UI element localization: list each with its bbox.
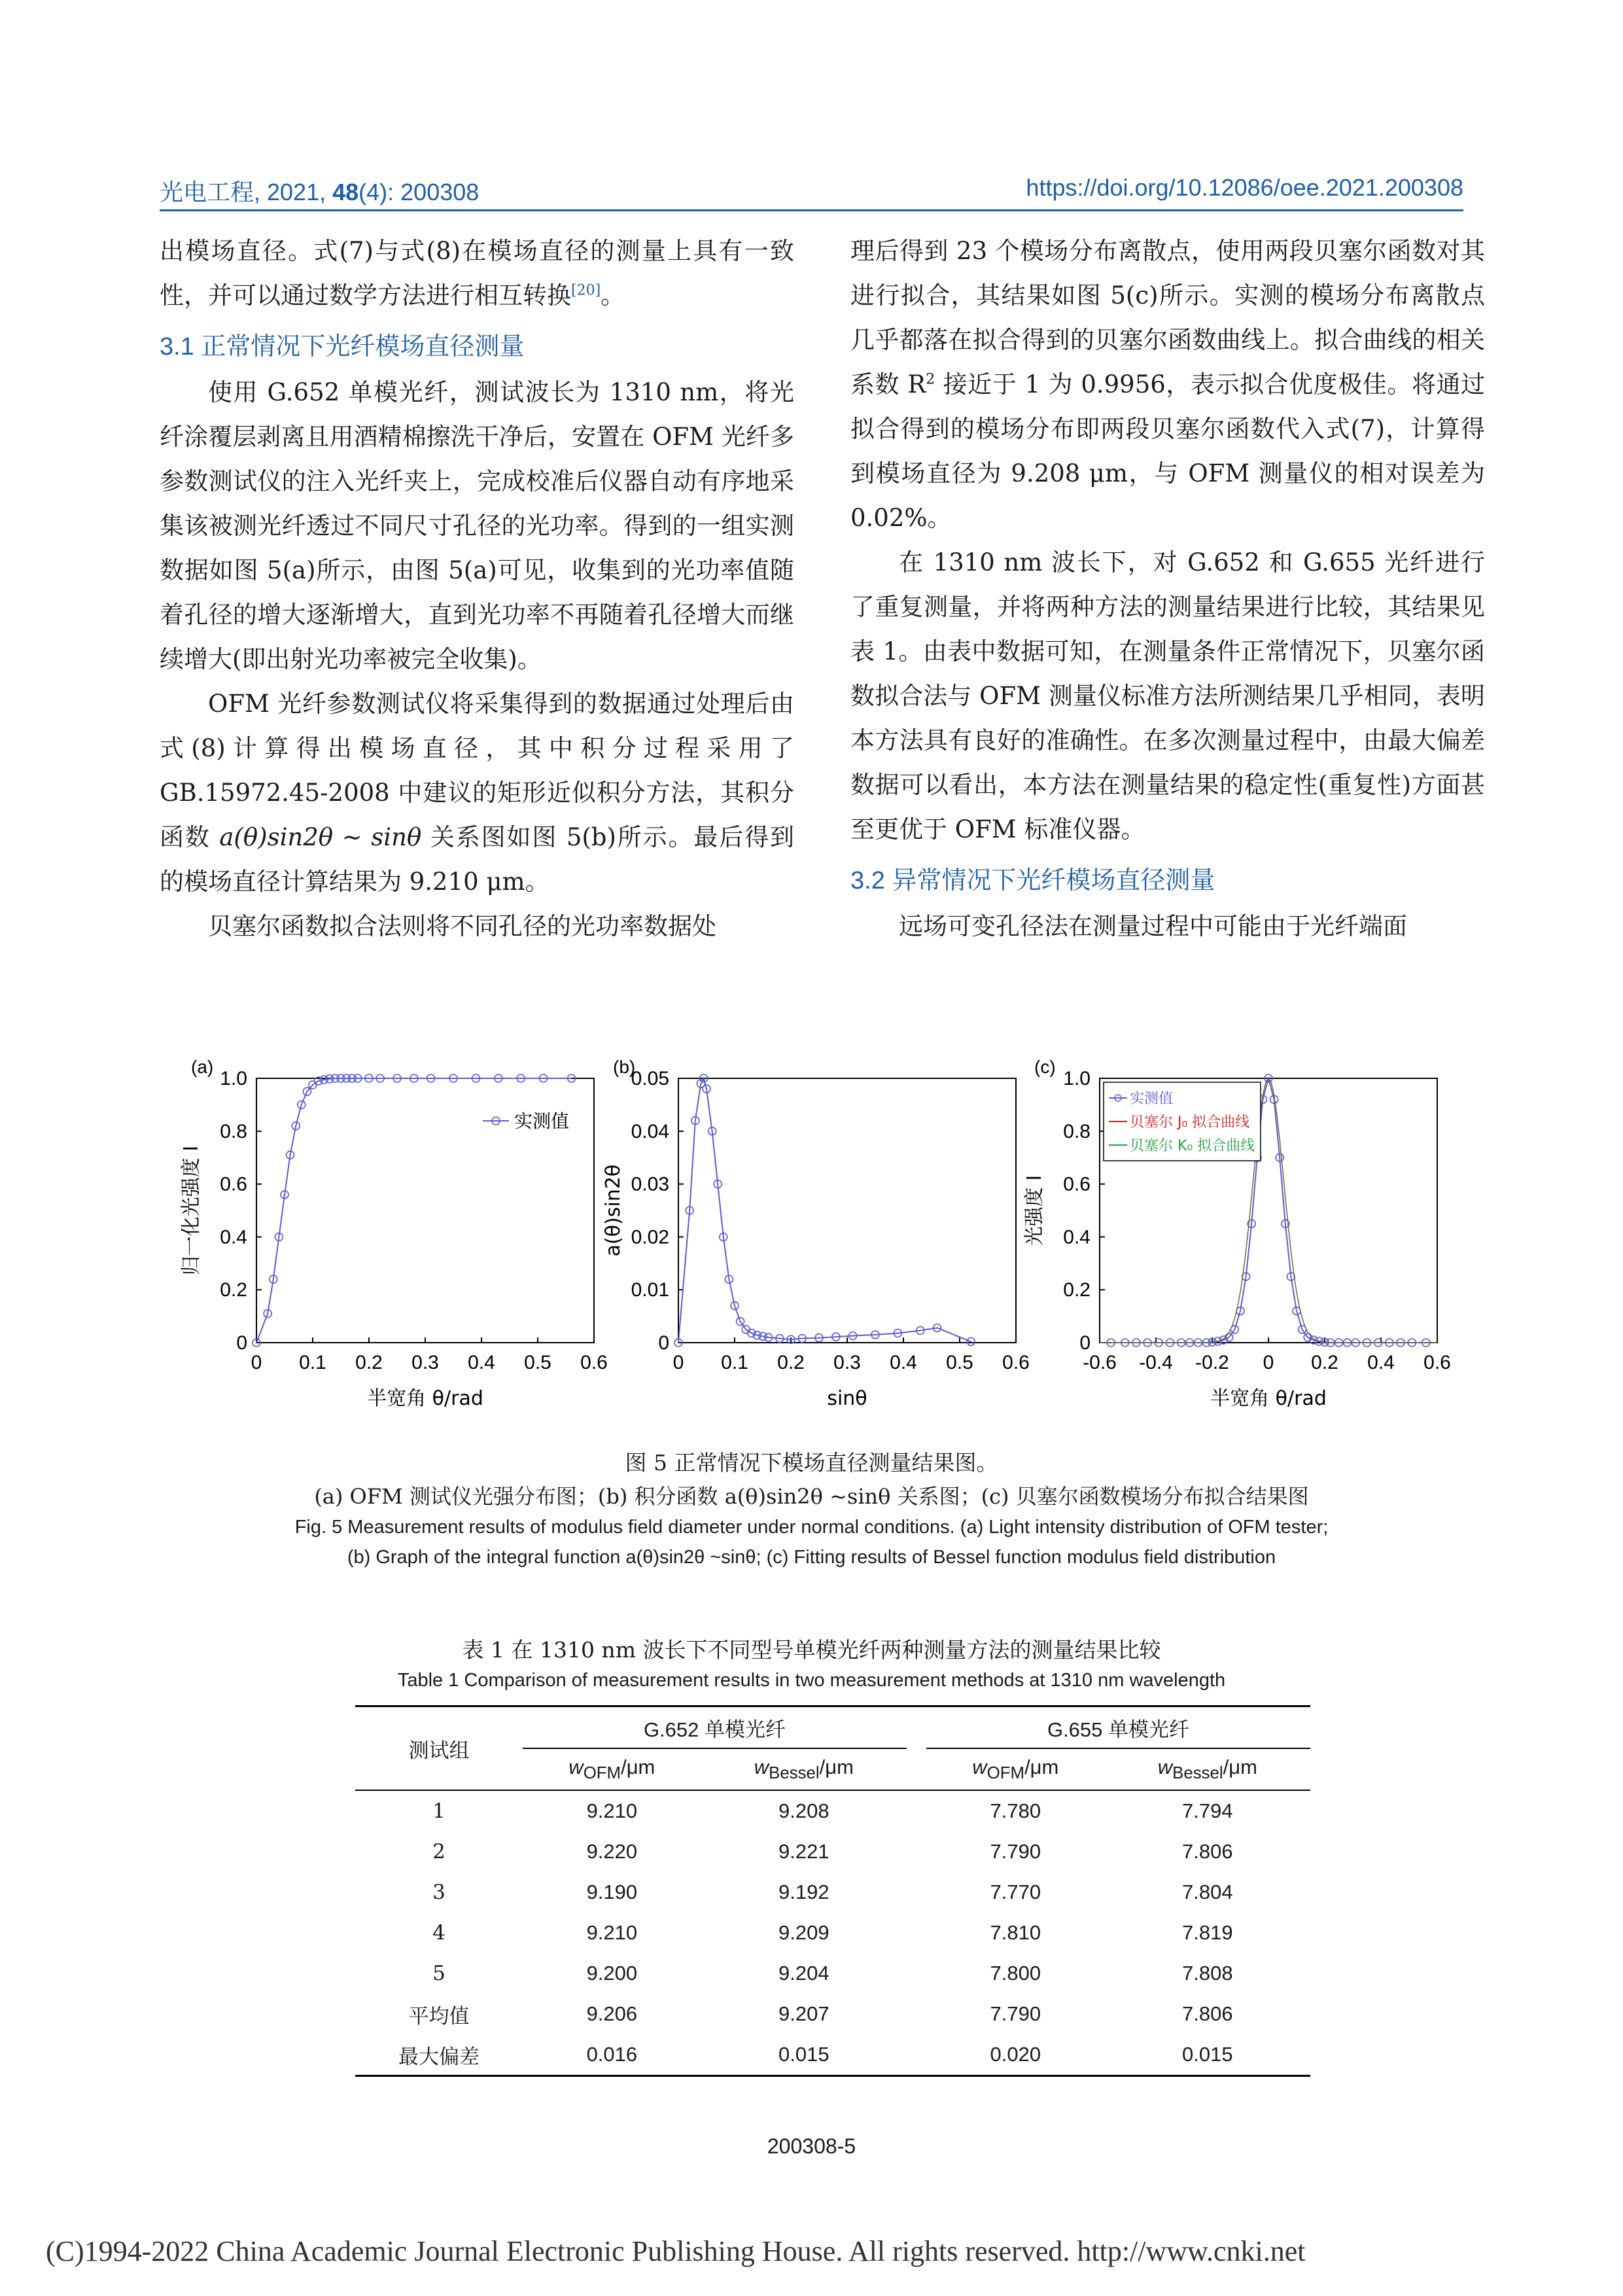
left-column	[160, 229, 794, 949]
table-cell: 0.020	[990, 2043, 1041, 2066]
table-cell: 2	[432, 1840, 445, 1863]
table-cell: 9.204	[778, 1962, 829, 1985]
col-header-group: 测试组	[355, 1706, 523, 1791]
table-cell: 7.819	[1182, 1921, 1233, 1944]
paragraph: 远场可变孔径法在测量过程中可能由于光纤端面	[899, 912, 1407, 940]
table-cell: 7.806	[1182, 2002, 1233, 2025]
x-tick-label: 0.4	[1367, 1352, 1395, 1373]
col-header-g655: G.655 单模光纤	[926, 1706, 1310, 1749]
table-cell: 9.208	[778, 1799, 829, 1822]
results-table	[355, 1705, 1310, 2077]
table-row	[355, 1790, 1310, 1831]
x-tick-label: 0.1	[721, 1352, 748, 1373]
right-column	[850, 229, 1485, 949]
panel-label: (a)	[191, 1057, 214, 1077]
copyright-notice: (C)1994-2022 China Academic Journal Electronic Publishing House. All rights reserved. http://www.cnki.net	[46, 2235, 1306, 2267]
figure-caption-en-1: Fig. 5 Measurement results of modulus field diameter under normal conditions. (a) Light intensity distribution of OFM tester;	[294, 1517, 1329, 1538]
y-tick-label: 0	[236, 1332, 247, 1354]
paragraph: 在 1310 nm 波长下，对 G.652 和 G.655 光纤进行了重复测量，并将两种方法的测量结果进行比较，其结果见表 1。由表中数据可知，在测量条件正常情况下，贝塞尔函数拟合法与 OFM 测量仪标准方法所测结果几乎相同，表明本方法具有良好的准确性。在多次测量过程中，由最大偏差数据可以看出，本方法在测量结果的稳定性(重复性)方面甚至更优于 OFM 标准仪器。	[850, 548, 1485, 843]
y-tick-label: 0.6	[1063, 1173, 1091, 1195]
x-tick-label: 0.2	[1311, 1352, 1338, 1373]
table-cell: 7.790	[990, 2002, 1041, 2025]
x-axis-label: 半宽角 θ/rad	[1210, 1387, 1327, 1410]
table-caption-en: Table 1 Comparison of measurement results in two measurement methods at 1310 nm wavelength	[397, 1670, 1226, 1691]
paragraph: 出模场直径。式(7)与式(8)在模场直径的测量上具有一致性，并可以通过数学方法进行相互转换[20]。	[160, 237, 794, 309]
col-header-w-bessel-652: $w_{Bessel}/\mu m$	[754, 1755, 854, 1783]
y-tick-label: 0	[1079, 1332, 1091, 1354]
table-cell: 7.804	[1182, 1881, 1233, 1903]
x-tick-label: -0.2	[1195, 1352, 1229, 1373]
paragraph: OFM 光纤参数测试仪将采集得到的数据通过处理后由式(8)计算得出模场直径，其中积分过程采用了 GB.15972.45-2008 中建议的矩形近似积分方法，其积分函数 a(θ)sin2θ ~ sinθ 关系图如图 5(b)所示。最后得到的模场直径计算结果为 9.210 μm。	[160, 690, 794, 896]
table-caption-zh: 表 1 在 1310 nm 波长下不同型号单模光纤两种测量方法的测量结果比较	[462, 1637, 1161, 1663]
table-cell: 9.220	[586, 1840, 638, 1863]
y-tick-label: 0.8	[220, 1120, 247, 1142]
y-tick-label: 0.04	[631, 1120, 669, 1142]
col-header-g652: G.652 单模光纤	[523, 1706, 907, 1749]
y-tick-label: 0.4	[1063, 1226, 1091, 1248]
x-tick-label: -0.6	[1083, 1352, 1117, 1373]
doi-link[interactable]: https://doi.org/10.12086/oee.2021.200308	[1026, 174, 1463, 201]
table-cell: 9.210	[586, 1921, 638, 1944]
table-row	[355, 1953, 1310, 1994]
y-tick-label: 0.05	[631, 1068, 669, 1089]
x-tick-label: 0.4	[890, 1352, 917, 1373]
table-row	[355, 2034, 1310, 2076]
y-axis-label: 光强度 I	[1023, 1174, 1046, 1246]
y-tick-label: 1.0	[220, 1068, 247, 1089]
table-cell: 7.810	[990, 1921, 1041, 1944]
table-cell: 9.221	[778, 1840, 829, 1863]
col-header-w-bessel-655: $w_{Bessel}/\mu m$	[1157, 1755, 1257, 1783]
y-tick-label: 0.2	[220, 1279, 247, 1301]
y-tick-label: 0.6	[220, 1173, 247, 1195]
table-cell: 7.790	[990, 1840, 1041, 1863]
table-cell: 平均值	[408, 2004, 470, 2028]
table-cell: 1	[432, 1799, 445, 1823]
y-tick-label: 0.4	[220, 1226, 247, 1248]
x-tick-label: 0.3	[411, 1352, 439, 1373]
series-line	[678, 1078, 971, 1343]
x-tick-label: -0.4	[1139, 1352, 1173, 1373]
x-tick-label: 0.6	[1423, 1352, 1451, 1373]
table-cell: 最大偏差	[398, 2045, 480, 2069]
table-cell: 3	[432, 1881, 445, 1904]
table-cell: 7.794	[1182, 1799, 1233, 1822]
x-tick-label: 0	[672, 1352, 684, 1373]
y-axis-label: 归一化光强度 I	[180, 1145, 203, 1276]
table-cell: 7.806	[1182, 1840, 1233, 1863]
y-axis-label: a(θ)sin2θ	[602, 1164, 625, 1257]
table-cell: 7.770	[990, 1881, 1041, 1903]
x-tick-label: 0.2	[355, 1352, 383, 1373]
table-row	[355, 1831, 1310, 1872]
page-number: 200308-5	[767, 2134, 856, 2158]
legend-entry: 实测值	[514, 1110, 570, 1132]
x-tick-label: 0.1	[299, 1352, 326, 1373]
x-tick-label: 0.5	[524, 1352, 551, 1373]
table-cell: 9.192	[778, 1881, 829, 1903]
table-cell: 9.206	[586, 2002, 638, 2025]
legend-entry: 实测值	[1130, 1091, 1174, 1107]
x-tick-label: 0	[1263, 1352, 1274, 1373]
journal-citation: 光电工程, 2021, 48(4): 200308	[160, 179, 480, 205]
table-cell: 9.190	[586, 1881, 638, 1903]
running-header	[160, 174, 1463, 207]
paragraph: 贝塞尔函数拟合法则将不同孔径的光功率数据处	[208, 912, 716, 940]
y-tick-label: 0.03	[631, 1173, 669, 1195]
table-cell: 0.016	[586, 2043, 638, 2066]
table-cell: 9.200	[586, 1962, 638, 1985]
panel-label: (b)	[613, 1057, 636, 1077]
plot-frame	[678, 1078, 1016, 1343]
table-cell: 7.800	[990, 1962, 1041, 1985]
table-row	[355, 1913, 1310, 1953]
paragraph: 理后得到 23 个模场分布离散点，使用两段贝塞尔函数对其进行拟合，其结果如图 5(c)所示。实测的模场分布离散点几乎都落在拟合得到的贝塞尔函数曲线上。拟合曲线的相关系数 $R^2$ 接近于 1 为 0.9956，表示拟合优度极佳。将通过拟合得到的模场分布即两段贝塞尔函数代入式(7)，计算得到模场直径为 9.208 μm，与 OFM 测量仪的相对误差为 0.02%。	[850, 237, 1485, 532]
y-tick-label: 0.8	[1063, 1120, 1091, 1142]
header-rule	[160, 209, 1463, 211]
figure-caption-en-2: (b) Graph of the integral function a(θ)sin2θ ~sinθ; (c) Fitting results of Bessel function modulus field distribution	[347, 1547, 1276, 1568]
section-heading-3-2: 3.2 异常情况下光纤模场直径测量	[850, 867, 1215, 894]
panel-label: (c)	[1034, 1057, 1056, 1077]
x-tick-label: 0.3	[833, 1352, 861, 1373]
table-cell: 0.015	[1182, 2043, 1233, 2066]
x-tick-label: 0.2	[777, 1352, 805, 1373]
x-tick-label: 0.6	[1002, 1352, 1030, 1373]
figure-5	[0, 1047, 1623, 1439]
table-row	[355, 1872, 1310, 1913]
x-tick-label: 0.5	[946, 1352, 973, 1373]
section-heading-3-1: 3.1 正常情况下光纤模场直径测量	[160, 333, 525, 361]
y-tick-label: 0.2	[1063, 1279, 1091, 1301]
paragraph: 使用 G.652 单模光纤，测试波长为 1310 nm，将光纤涂覆层剥离且用酒精棉擦洗干净后，安置在 OFM 光纤多参数测试仪的注入光纤夹上，完成校准后仪器自动有序地采集该被测光纤透过不同尺寸孔径的光功率。得到的一组实测数据如图 5(a)所示，由图 5(a)可见，收集到的光功率值随着孔径的增大逐渐增大，直到光功率不再随着孔径增大而继续增大(即出射光功率被完全收集)。	[160, 378, 794, 673]
x-axis-label: sinθ	[827, 1387, 867, 1410]
table-cell: 9.210	[586, 1799, 638, 1822]
citation-ref[interactable]: [20]	[571, 282, 601, 299]
table-cell: 7.780	[990, 1799, 1041, 1822]
col-header-w-ofm-652: $w_{OFM}/\mu m$	[568, 1755, 655, 1783]
table-row	[355, 1994, 1310, 2034]
x-axis-label: 半宽角 θ/rad	[367, 1387, 483, 1410]
figure-caption-zh-sub: (a) OFM 测试仪光强分布图；(b) 积分函数 a(θ)sin2θ ~sinθ 关系图；(c) 贝塞尔函数模场分布拟合结果图	[314, 1484, 1309, 1509]
table-cell: 9.207	[778, 2002, 829, 2025]
legend-entry: 贝塞尔 J₀ 拟合曲线	[1130, 1114, 1250, 1131]
x-tick-label: 0.6	[580, 1352, 608, 1373]
y-tick-label: 0	[658, 1332, 669, 1354]
y-tick-label: 0.01	[631, 1279, 669, 1301]
col-header-w-ofm-655: $w_{OFM}/\mu m$	[972, 1755, 1059, 1783]
x-tick-label: 0	[251, 1352, 262, 1373]
table-cell: 0.015	[778, 2043, 829, 2066]
table-cell: 5	[432, 1962, 445, 1985]
table-cell: 4	[432, 1921, 445, 1945]
x-tick-label: 0.4	[468, 1352, 495, 1373]
table-cell: 9.209	[778, 1921, 829, 1944]
figure-caption-zh: 图 5 正常情况下模场直径测量结果图。	[625, 1450, 998, 1475]
table-cell: 7.808	[1182, 1962, 1233, 1985]
y-tick-label: 0.02	[631, 1226, 669, 1248]
legend-entry: 贝塞尔 K₀ 拟合曲线	[1130, 1138, 1255, 1154]
y-tick-label: 1.0	[1063, 1068, 1091, 1089]
